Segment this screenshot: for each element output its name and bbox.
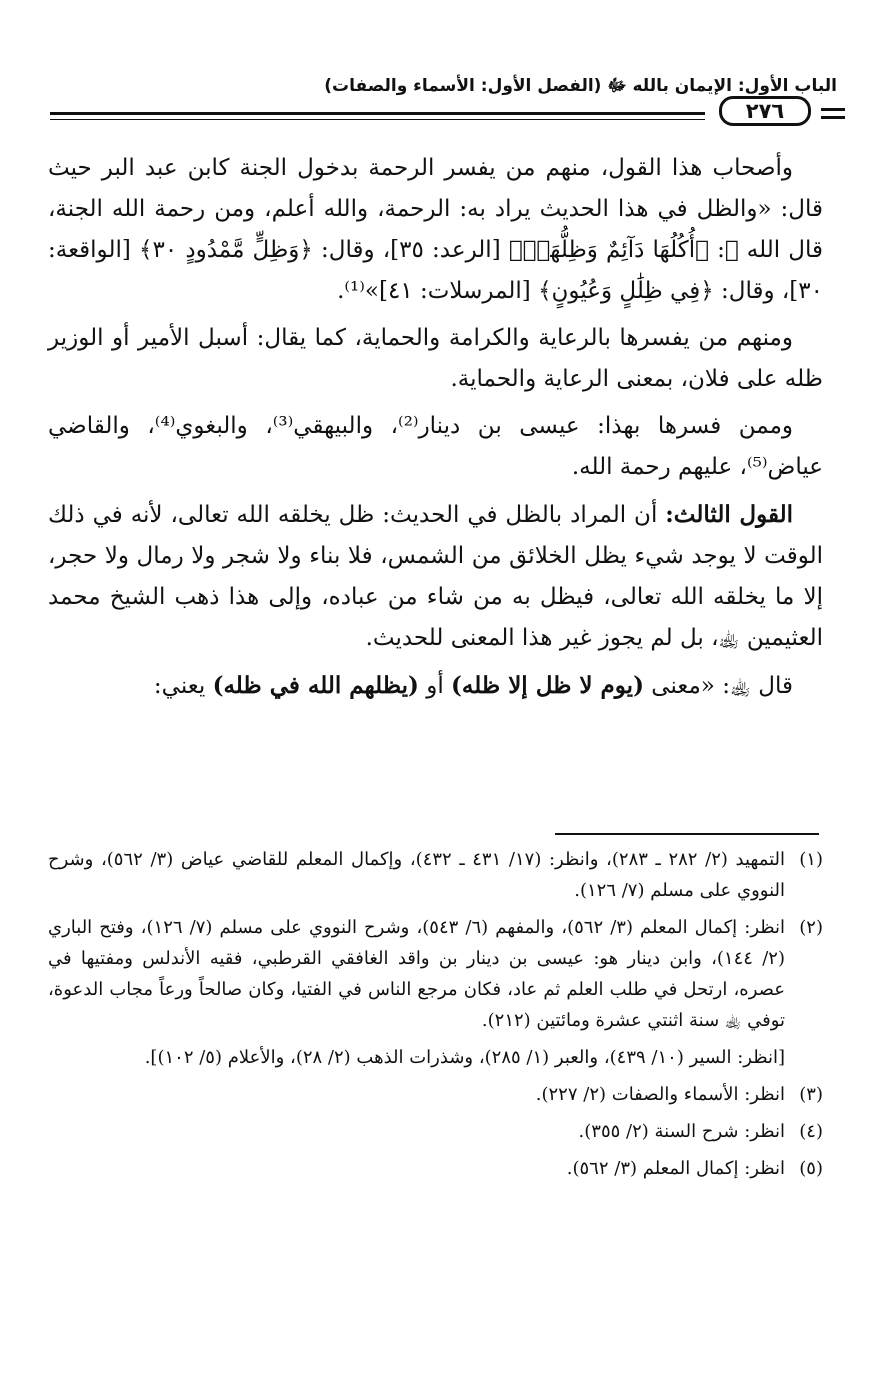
footnote-number: (٤) [799,1121,823,1142]
third-opinion-text: أن المراد بالظل في الحديث: ظل يخلقه الله تعالى، لأنه في ذلك الوقت لا يوجد شيء يظل الخلائق من الشمس، فلا بناء ولا شجر ولا رمال ولا حجر، إلا ما يخلقه الله تعالى، فيظل به من شاء من عباده، وإلى هذا ذهب الشيخ محمد العثيمين ﵀، بل لم يجوز غير هذا المعنى للحديث. [48,502,823,651]
footnote-text: انظر: إكمال المعلم (٣/ ٥٦٢)، والمفهم (٦/ ٥٤٣)، وشرح النووي على مسلم (٧/ ١٢٦)، وفتح الباري (٢/ ١٤٤)، وابن دينار هو: عيسى بن دينار بن واقد الغافقي القرطبي، فقيه الأندلس ومفتيها في عصره، ارتحل في طلب العلم ثم عاد، فكان مرجع الناس في الفتيا، وكان صالحاً ورعاً مجاب الدعوة، توفي ﵀ سنة اثنتي عشرة ومائتين (٢١٢). [48,917,786,1031]
quote-intro: قال ﵀: «معنى [643,673,793,699]
footnote-3 [48,1079,823,1110]
header-dash-top [821,108,845,111]
quote-connector: أو [418,673,452,699]
main-text [48,148,823,713]
footnote-number: (٢) [799,917,823,938]
footnote-text: انظر: الأسماء والصفات (٢/ ٢٢٧). [535,1084,785,1105]
footnote-1 [48,844,823,906]
hadith-phrase-2: (يظلهم الله في ظله) [212,672,419,699]
hadith-phrase-1: (يوم لا ظل إلا ظله) [451,672,644,699]
header-rule-thick [50,112,705,115]
footnote-number: (١) [799,849,823,870]
footnote-number: (٥) [799,1158,823,1179]
footnote-separator [555,833,819,835]
paragraph-4 [48,494,823,659]
header-title: الباب الأول: الإيمان بالله ﷻ (الفصل الأول: الأسماء والصفات) [324,75,837,96]
footnote-text: انظر: إكمال المعلم (٣/ ٥٦٢). [566,1158,785,1179]
header-rule-area [50,92,845,132]
footnote-4 [48,1116,823,1147]
footnote-number: (٣) [799,1084,823,1105]
footnotes [48,844,823,1190]
paragraph-5 [48,665,823,707]
header-rule-thin [50,119,705,120]
footnote-text: التمهيد (٢/ ٢٨٢ ـ ٢٨٣)، وانظر: (١٧/ ٤٣١ ـ ٤٣٢)، وإكمال المعلم للقاضي عياض (٣/ ٥٦٢)، وشرح النووي على مسلم (٧/ ١٢٦). [48,849,786,901]
third-opinion-label: القول الثالث: [665,501,793,528]
quote-end: يعني: [153,673,213,699]
footnote-5 [48,1153,823,1184]
paragraph-2: ومنهم من يفسرها بالرعاية والكرامة والحماية، كما يقال: أسبل الأمير أو الوزير ظله على فلان، بمعنى الرعاية والحماية. [48,325,823,392]
footnote-text: انظر: شرح السنة (٢/ ٣٥٥). [578,1121,785,1142]
header-dash-bottom [821,116,845,119]
footnote-2-sources: [انظر: السير (١٠/ ٤٣٩)، والعبر (١/ ٢٨٥)، وشذرات الذهب (٢/ ٢٨)، والأعلام (٥/ ١٠٢)]. [144,1047,785,1068]
page-number-badge: ٢٧٦ [719,96,811,126]
paragraph-1: وأصحاب هذا القول، منهم من يفسر الرحمة بدخول الجنة كابن عبد البر حيث قال: «والظل في هذا الحديث يراد به: الرحمة، والله أعلم، ومن رحمة الله الجنة، قال الله ﷻ: ﴿أُكُلُهَا دَآئِمٌ وَظِلُّهَاۚ﴾ [الرعد: ٣٥]، وقال: ﴿وَظِلٍّ مَّمْدُودٍ ٣٠﴾ [الواقعة: ٣٠]، وقال: ﴿فِي ظِلَٰلٍ وَعُيُونٍ﴾ [المرسلات: ٤١]»⁽¹⁾. [48,155,824,304]
paragraph-3: وممن فسرها بهذا: عيسى بن دينار⁽²⁾، والبيهقي⁽³⁾، والبغوي⁽⁴⁾، والقاضي عياض⁽⁵⁾، عليهم رحمة الله. [48,413,823,480]
footnote-2 [48,912,823,1036]
